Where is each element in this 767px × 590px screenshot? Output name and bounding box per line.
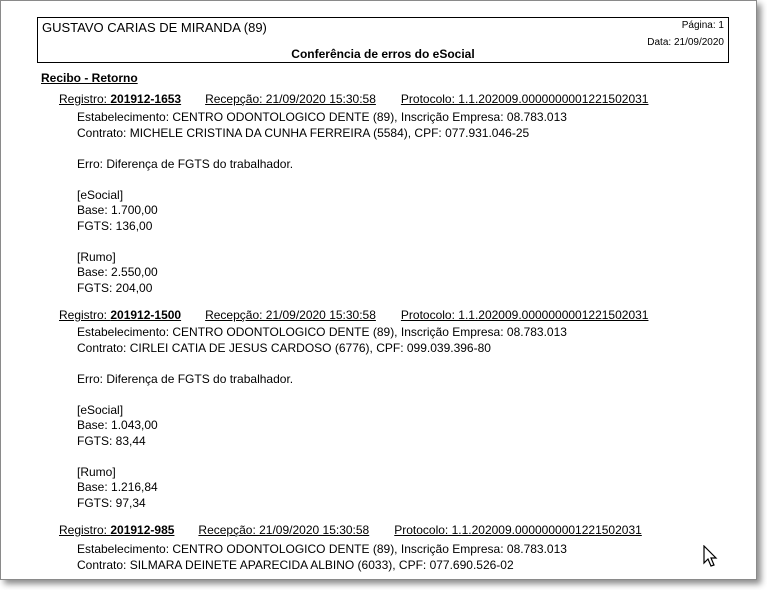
protocolo: Protocolo: 1.1.202009.0000000001221502031: [400, 92, 649, 106]
record-header: [59, 523, 642, 537]
record-details: [77, 542, 567, 573]
rumo-fgts: FGTS: 97,34: [77, 495, 146, 510]
esocial-base: Base: 1.043,00: [77, 418, 158, 432]
contrato: Contrato: CIRLEI CATIA DE JESUS CARDOSO (6776), CPF: 099.039.396-80: [77, 340, 491, 355]
rumo-base: Base: 2.550,00: [77, 265, 158, 279]
rumo-fgts: FGTS: 204,00: [77, 280, 153, 295]
report-title: Conferência de erros do eSocial: [291, 47, 475, 61]
erro: Erro: Diferença de FGTS do trabalhador.: [77, 371, 294, 386]
estabelecimento: Estabelecimento: CENTRO ODONTOLOGICO DENTE (89), Inscrição Empresa: 08.783.013: [77, 325, 567, 339]
record-header: [59, 92, 648, 106]
esocial-fgts: FGTS: 83,44: [77, 433, 146, 448]
registro-label: Registro:: [59, 523, 111, 537]
mouse-cursor-icon: [703, 545, 719, 569]
rumo-base: Base: 1.216,84: [77, 480, 158, 494]
recepcao: Recepção: 21/09/2020 15:30:58: [198, 523, 370, 537]
esocial-fgts: FGTS: 136,00: [77, 218, 153, 233]
rumo-label: [Rumo]: [77, 249, 116, 264]
record-details: [77, 110, 567, 296]
record-header: [59, 308, 648, 322]
report-date: Data: 21/09/2020: [647, 37, 724, 48]
registro-number: 201912-1653: [110, 92, 182, 106]
rumo-label: [Rumo]: [77, 464, 116, 479]
recepcao: Recepção: 21/09/2020 15:30:58: [205, 308, 376, 322]
esocial-label: [eSocial]: [77, 402, 124, 417]
esocial-label: [eSocial]: [77, 187, 124, 202]
estabelecimento: Estabelecimento: CENTRO ODONTOLOGICO DENTE (89), Inscrição Empresa: 08.783.013: [77, 542, 567, 556]
contrato: Contrato: MICHELE CRISTINA DA CUNHA FERREIRA (5584), CPF: 077.931.046-25: [77, 125, 530, 140]
estabelecimento: Estabelecimento: CENTRO ODONTOLOGICO DENTE (89), Inscrição Empresa: 08.783.013: [77, 110, 567, 124]
registro-number: 201912-1500: [110, 308, 182, 322]
registro-label: Registro:: [59, 308, 111, 322]
recepcao: Recepção: 21/09/2020 15:30:58: [205, 92, 376, 106]
page-number: Página: 1: [681, 20, 724, 31]
contrato: Contrato: SILMARA DEINETE APARECIDA ALBINO (6033), CPF: 077.690.526-02: [77, 557, 514, 572]
esocial-base: Base: 1.700,00: [77, 203, 158, 217]
erro: Erro: Diferença de FGTS do trabalhador.: [77, 156, 294, 171]
protocolo: Protocolo: 1.1.202009.0000000001221502031: [394, 523, 642, 537]
protocolo: Protocolo: 1.1.202009.0000000001221502031: [400, 308, 649, 322]
record-details: [77, 325, 567, 511]
section-title: Recibo - Retorno: [41, 71, 138, 85]
registro-label: Registro:: [59, 92, 111, 106]
company-name: GUSTAVO CARIAS DE MIRANDA (89): [42, 20, 267, 35]
registro-number: 201912-985: [110, 523, 175, 537]
report-header: [37, 17, 729, 63]
